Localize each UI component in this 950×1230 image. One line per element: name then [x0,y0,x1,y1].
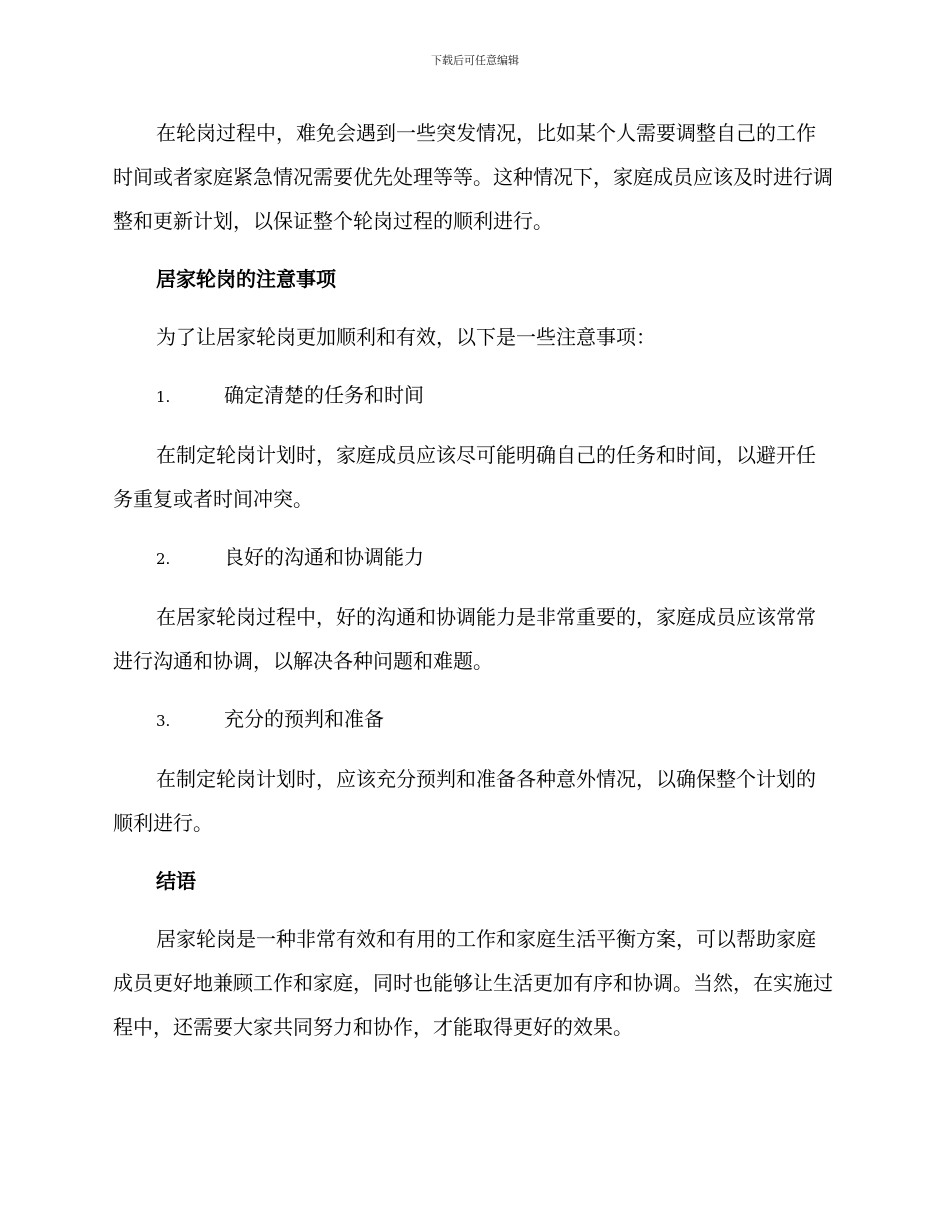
list-item-body: 在制定轮岗计划时，应该充分预判和准备各种意外情况，以确保整个计划的顺利进行。 [113,767,816,835]
paragraph-intro: 在轮岗过程中，难免会遇到一些突发情况，比如某个人需要调整自己的工作时间或者家庭紧急情况需要优先处理等等。这种情况下，家庭成员应该及时进行调整和更新计划，以保证整个轮岗过程的顺利进行。 [113,121,833,233]
document-body [113,111,833,1049]
list-item-1 [113,373,833,419]
list-item-title: 充分的预判和准备 [224,707,384,731]
list-number: 3. [156,712,171,730]
page-header: 下载后可任意编辑 [431,54,519,67]
list-item-body: 在居家轮岗过程中，好的沟通和协调能力是非常重要的，家庭成员应该常常进行沟通和协调，以解决各种问题和难题。 [113,605,816,673]
section-heading-notes: 居家轮岗的注意事项 [156,267,336,291]
list-item-title: 良好的沟通和协调能力 [224,545,424,569]
list-number: 1. [156,388,171,406]
list-item-3 [113,697,833,743]
paragraph-notes-intro: 为了让居家轮岗更加顺利和有效，以下是一些注意事项： [156,325,656,349]
list-number: 2. [156,550,171,568]
list-item-title: 确定清楚的任务和时间 [224,383,424,407]
list-item-2 [113,535,833,581]
list-item-body: 在制定轮岗计划时，家庭成员应该尽可能明确自己的任务和时间，以避开任务重复或者时间冲突。 [113,443,816,511]
paragraph-conclusion: 居家轮岗是一种非常有效和有用的工作和家庭生活平衡方案，可以帮助家庭成员更好地兼顾工作和家庭，同时也能够让生活更加有序和协调。当然，在实施过程中，还需要大家共同努力和协作，才能取得更好的效果。 [113,927,833,1039]
section-heading-conclusion: 结语 [156,869,196,893]
